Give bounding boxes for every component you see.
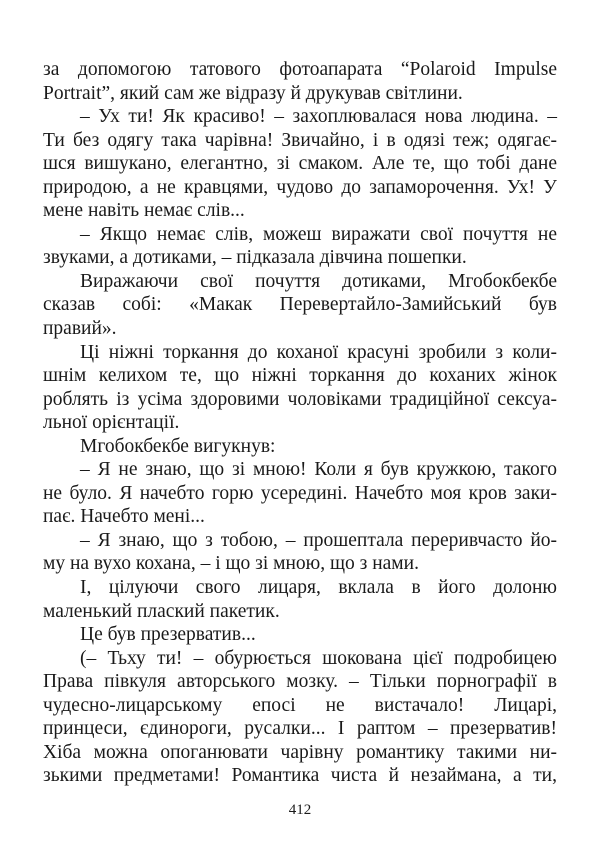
- text-line: роблять із усіма здоровими чоловіками традиційної сексуа-: [43, 388, 557, 410]
- text-line: – Я знаю, що з тобою, – прошептала переривчасто йо-: [80, 529, 557, 551]
- text-line: Хіба можна опоганювати чарівну романтику такими ни-: [43, 741, 557, 763]
- text-line: Ці ніжні торкання до коханої красуні зробили з коли-: [80, 341, 557, 363]
- text-line: природою, а не кравцями, чудово до запаморочення. Ух! У: [43, 176, 557, 198]
- text-line: му на вухо кохана, – і що зі мною, що з нами.: [43, 553, 419, 575]
- text-line: шся вишукано, елегантно, зі смаком. Але те, що тобі дане: [43, 153, 557, 175]
- text-line: льної орієнтації.: [43, 412, 180, 434]
- text-line: І, цілуючи свого лицаря, вклала в його долоню: [80, 577, 557, 599]
- text-line: – Я не знаю, що зі мною! Коли я був кружкою, такого: [80, 459, 557, 481]
- text-line: Це був презерватив...: [80, 624, 256, 646]
- text-line: – Ух ти! Як красиво! – захоплювалася нова людина. –: [80, 106, 557, 128]
- text-line: шнім келихом те, що ніжні торкання до коханих жінок: [43, 365, 557, 387]
- text-line: сказав собі: «Макак Перевертайло-Замийський був: [43, 294, 557, 316]
- text-line: зькими предметами! Романтика чиста й незаймана, а ти,: [43, 765, 557, 787]
- text-line: за допомогою татового фотоапарата “Polaroid Impulse: [43, 59, 557, 80]
- text-line: звуками, а дотиками, – підказала дівчина пошепки.: [43, 247, 467, 269]
- page-number: 412: [288, 802, 312, 818]
- text-line: Права півкуля авторського мозку. – Тільки порнографії в: [43, 671, 557, 693]
- text-line: Portrait”, який сам же відразу й друкував світлини.: [43, 82, 463, 104]
- text-line: (– Тьху ти! – обурюється шокована цієї подробицею: [80, 647, 557, 669]
- text-line: маленький плаский пакетик.: [43, 600, 280, 622]
- text-line: Ти без одягу така чарівна! Звичайно, і в одязі теж; одягає-: [43, 129, 557, 151]
- text-line: не було. Я начебто горю усередині. Начебто моя кров заки-: [43, 482, 557, 504]
- text-line: чудесно-лицарському епосі не вистачало! Лицарі,: [43, 694, 557, 716]
- text-line: принцеси, єдинороги, русалки... І раптом – презерватив!: [43, 718, 557, 740]
- text-line: – Якщо немає слів, можеш виражати свої почуття не: [80, 223, 557, 245]
- text-line: мене навіть немає слів...: [43, 200, 245, 222]
- text-line: Виражаючи свої почуття дотиками, Мгобокбекбе: [80, 270, 557, 292]
- text-line: Мгобокбекбе вигукнув:: [80, 435, 276, 457]
- text-line: правий».: [43, 318, 117, 340]
- text-line: пає. Начебто мені...: [43, 506, 205, 528]
- page-text: [43, 58, 557, 788]
